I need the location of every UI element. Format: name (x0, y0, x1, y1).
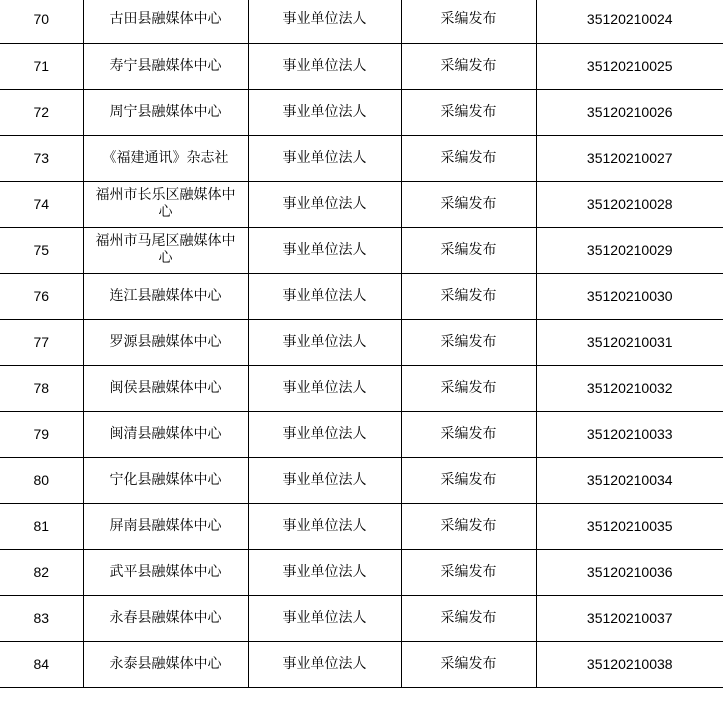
table-row (0, 457, 723, 503)
unit-name: 闽侯县融媒体中心 (83, 365, 248, 411)
row-number: 73 (0, 135, 83, 181)
row-number: 71 (0, 43, 83, 89)
registration-code: 35120210035 (536, 503, 723, 549)
registration-code: 35120210024 (536, 0, 723, 43)
unit-type: 事业单位法人 (248, 273, 401, 319)
row-number: 75 (0, 227, 83, 273)
unit-type: 事业单位法人 (248, 227, 401, 273)
unit-name: 武平县融媒体中心 (83, 549, 248, 595)
unit-name: 周宁县融媒体中心 (83, 89, 248, 135)
unit-type: 事业单位法人 (248, 641, 401, 687)
unit-type: 事业单位法人 (248, 319, 401, 365)
unit-name: 屏南县融媒体中心 (83, 503, 248, 549)
row-number: 70 (0, 0, 83, 43)
business-scope: 采编发布 (401, 181, 536, 227)
unit-type: 事业单位法人 (248, 595, 401, 641)
business-scope: 采编发布 (401, 641, 536, 687)
unit-type: 事业单位法人 (248, 503, 401, 549)
row-number: 80 (0, 457, 83, 503)
unit-name: 连江县融媒体中心 (83, 273, 248, 319)
unit-type: 事业单位法人 (248, 0, 401, 43)
registration-code: 35120210033 (536, 411, 723, 457)
registration-code: 35120210036 (536, 549, 723, 595)
unit-name: 寿宁县融媒体中心 (83, 43, 248, 89)
row-number: 74 (0, 181, 83, 227)
table-row (0, 595, 723, 641)
table-row (0, 549, 723, 595)
table-row (0, 503, 723, 549)
business-scope: 采编发布 (401, 319, 536, 365)
unit-name: 罗源县融媒体中心 (83, 319, 248, 365)
registration-code: 35120210027 (536, 135, 723, 181)
registration-code: 35120210034 (536, 457, 723, 503)
table-row (0, 365, 723, 411)
business-scope: 采编发布 (401, 0, 536, 43)
registration-code: 35120210031 (536, 319, 723, 365)
row-number: 77 (0, 319, 83, 365)
row-number: 82 (0, 549, 83, 595)
row-number: 72 (0, 89, 83, 135)
business-scope: 采编发布 (401, 89, 536, 135)
unit-name: 永春县融媒体中心 (83, 595, 248, 641)
table-row (0, 181, 723, 227)
row-number: 83 (0, 595, 83, 641)
table-row (0, 135, 723, 181)
unit-type: 事业单位法人 (248, 181, 401, 227)
registration-code: 35120210030 (536, 273, 723, 319)
table-row (0, 411, 723, 457)
business-scope: 采编发布 (401, 365, 536, 411)
unit-name: 宁化县融媒体中心 (83, 457, 248, 503)
registration-code: 35120210037 (536, 595, 723, 641)
unit-type: 事业单位法人 (248, 365, 401, 411)
business-scope: 采编发布 (401, 595, 536, 641)
unit-name: 古田县融媒体中心 (83, 0, 248, 43)
row-number: 79 (0, 411, 83, 457)
registration-code: 35120210025 (536, 43, 723, 89)
registration-code: 35120210038 (536, 641, 723, 687)
table-row (0, 227, 723, 273)
row-number: 84 (0, 641, 83, 687)
unit-type: 事业单位法人 (248, 89, 401, 135)
unit-name: 《福建通讯》杂志社 (83, 135, 248, 181)
unit-name: 闽清县融媒体中心 (83, 411, 248, 457)
row-number: 78 (0, 365, 83, 411)
registration-code: 35120210026 (536, 89, 723, 135)
unit-name: 福州市马尾区融媒体中心 (83, 227, 248, 273)
unit-type: 事业单位法人 (248, 43, 401, 89)
business-scope: 采编发布 (401, 549, 536, 595)
registration-code: 35120210028 (536, 181, 723, 227)
table-row (0, 0, 723, 43)
table-row (0, 273, 723, 319)
unit-type: 事业单位法人 (248, 457, 401, 503)
registration-code: 35120210032 (536, 365, 723, 411)
business-scope: 采编发布 (401, 43, 536, 89)
unit-type: 事业单位法人 (248, 411, 401, 457)
table-row (0, 43, 723, 89)
unit-type: 事业单位法人 (248, 135, 401, 181)
table-row (0, 641, 723, 687)
unit-type: 事业单位法人 (248, 549, 401, 595)
business-scope: 采编发布 (401, 135, 536, 181)
unit-name: 永泰县融媒体中心 (83, 641, 248, 687)
business-scope: 采编发布 (401, 411, 536, 457)
row-number: 76 (0, 273, 83, 319)
business-scope: 采编发布 (401, 227, 536, 273)
row-number: 81 (0, 503, 83, 549)
table-row (0, 89, 723, 135)
business-scope: 采编发布 (401, 273, 536, 319)
unit-name: 福州市长乐区融媒体中心 (83, 181, 248, 227)
business-scope: 采编发布 (401, 457, 536, 503)
business-scope: 采编发布 (401, 503, 536, 549)
table-row (0, 319, 723, 365)
registration-code: 35120210029 (536, 227, 723, 273)
